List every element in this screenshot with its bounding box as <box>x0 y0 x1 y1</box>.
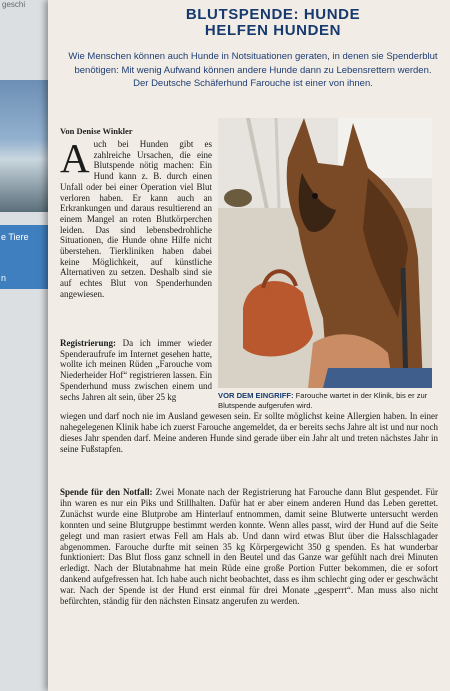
paragraph-donation <box>60 487 438 607</box>
article-title-line-2: HELFEN HUNDEN <box>204 22 342 39</box>
paragraph-intro-text: uch bei Hunden gibt es zahlreiche Ursachen, die eine Blutspende nötig machen: Ein Hund kann z. B. durch einen Unfall oder bei einer Operation viel Blut verloren haben. Er kann auch an Erkrankungen und daraus resultierend an einem Mangel an roten Blutkörperchen leiden. Das sind lebensbedrohliche Situationen, die Hunde ohne Hilfe nicht überstehen. Tierkliniken haben dabei keine Möglichkeit, auf künstliche Alternativen zu setzen. Deshalb sind sie auf echtes Blut von Spenderhunden angewiesen. <box>60 139 212 299</box>
adjacent-page-label: e Tiere <box>1 232 29 242</box>
paragraph-registration-text: Da ich immer wieder Spenderaufrufe im Internet gesehen hatte, wollte ich meinen Rüden „Farouche vom Niederheider Hof“ registrieren lassen. Ein Spenderhund muss zwischen einem und sechs Jahren alt sein, über 25 kg <box>60 338 212 402</box>
dog-photo <box>218 118 432 388</box>
paragraph-requirements: wiegen und darf noch nie im Ausland gewesen sein. Er sollte möglichst keine Allergien haben. In einer nahegelegenen Klinik habe ich zuerst Farouche angemeldet, da er bereits sechs Jahre alt ist und nur noch dieses Jahr spenden darf. Meine anderen Hunde sind gerade über ein Jahr alt und treten nächstes Jahr in seine Fußstapfen. <box>60 411 438 454</box>
paragraph-donation-heading: Spende für den Notfall: <box>60 487 153 497</box>
article-title <box>108 7 438 39</box>
adjacent-page-label-2: n <box>1 273 7 283</box>
paragraph-donation-text: Zwei Monate nach der Registrierung hat Farouche dann Blut gespendet. Für ihn waren es nur ein Piks und Stillhalten. Dafür hat er aber einem anderen Hund das Leben gerettet. Zunächst wurde eine Blutprobe am Hinterlauf entnommen, damit seine Blutwerte untersucht werden konnten und seine Blutgruppe bestimmt werden konnte. Wenn alles passt, wird der Hund auf die Seite gelegt und man rasiert etwas Fell am Hals ab. Und dann wird etwas Blut über die Halsschlagader abgenommen. Farouche durfte mit seinen 35 kg Körpergewicht 350 g spenden. Es hat wunderbar funktioniert: Das Blut floss ganz schnell in den Beutel und das Ganze war gefühlt nach drei Minuten erledigt. Nach der Blutabnahme hat mein Rüde eine große Portion Futter bekommen, die er sofort dankend aufgefressen hat. Ich habe auch nicht beobachtet, dass es ihm schlecht ging oder er geschwächt war. Nach der Spende ist der Hund erst einmal für drei Monate „gesperrt“. Man muss also nicht befürchten, ständig für den nächsten Einsatz angerufen zu werden. <box>60 487 438 607</box>
paragraph-intro <box>60 135 212 300</box>
dog-photo-illustration <box>218 118 432 388</box>
photo-caption-heading: VOR DEM EINGRIFF: <box>218 391 294 400</box>
paragraph-registration-heading: Registrierung: <box>60 338 116 348</box>
photo-caption <box>218 391 432 410</box>
article-title-line-1: BLUTSPENDE: HUNDE <box>185 6 361 23</box>
article-page <box>48 0 450 691</box>
photo-caption-text: Farouche wartet in der Klinik, bis er zur Blutspende aufgerufen wird. <box>218 391 428 410</box>
adjacent-page-corner-text: geschi <box>2 0 26 9</box>
adjacent-page-photo <box>0 80 52 212</box>
article-lead: Wie Menschen können auch Hunde in Notsituationen geraten, in denen sie Spenderblut benötigen: Mit wenig Aufwand können andere Hunde dann zu Lebensrettern werden. Der Deutsche Schäferhund Farouche ist einer von ihnen. <box>68 51 438 89</box>
author-byline: Von Denise Winkler <box>60 126 133 136</box>
paragraph-registration <box>60 338 212 402</box>
adjacent-page-blue-box <box>0 225 54 289</box>
drop-cap: A <box>60 135 90 181</box>
